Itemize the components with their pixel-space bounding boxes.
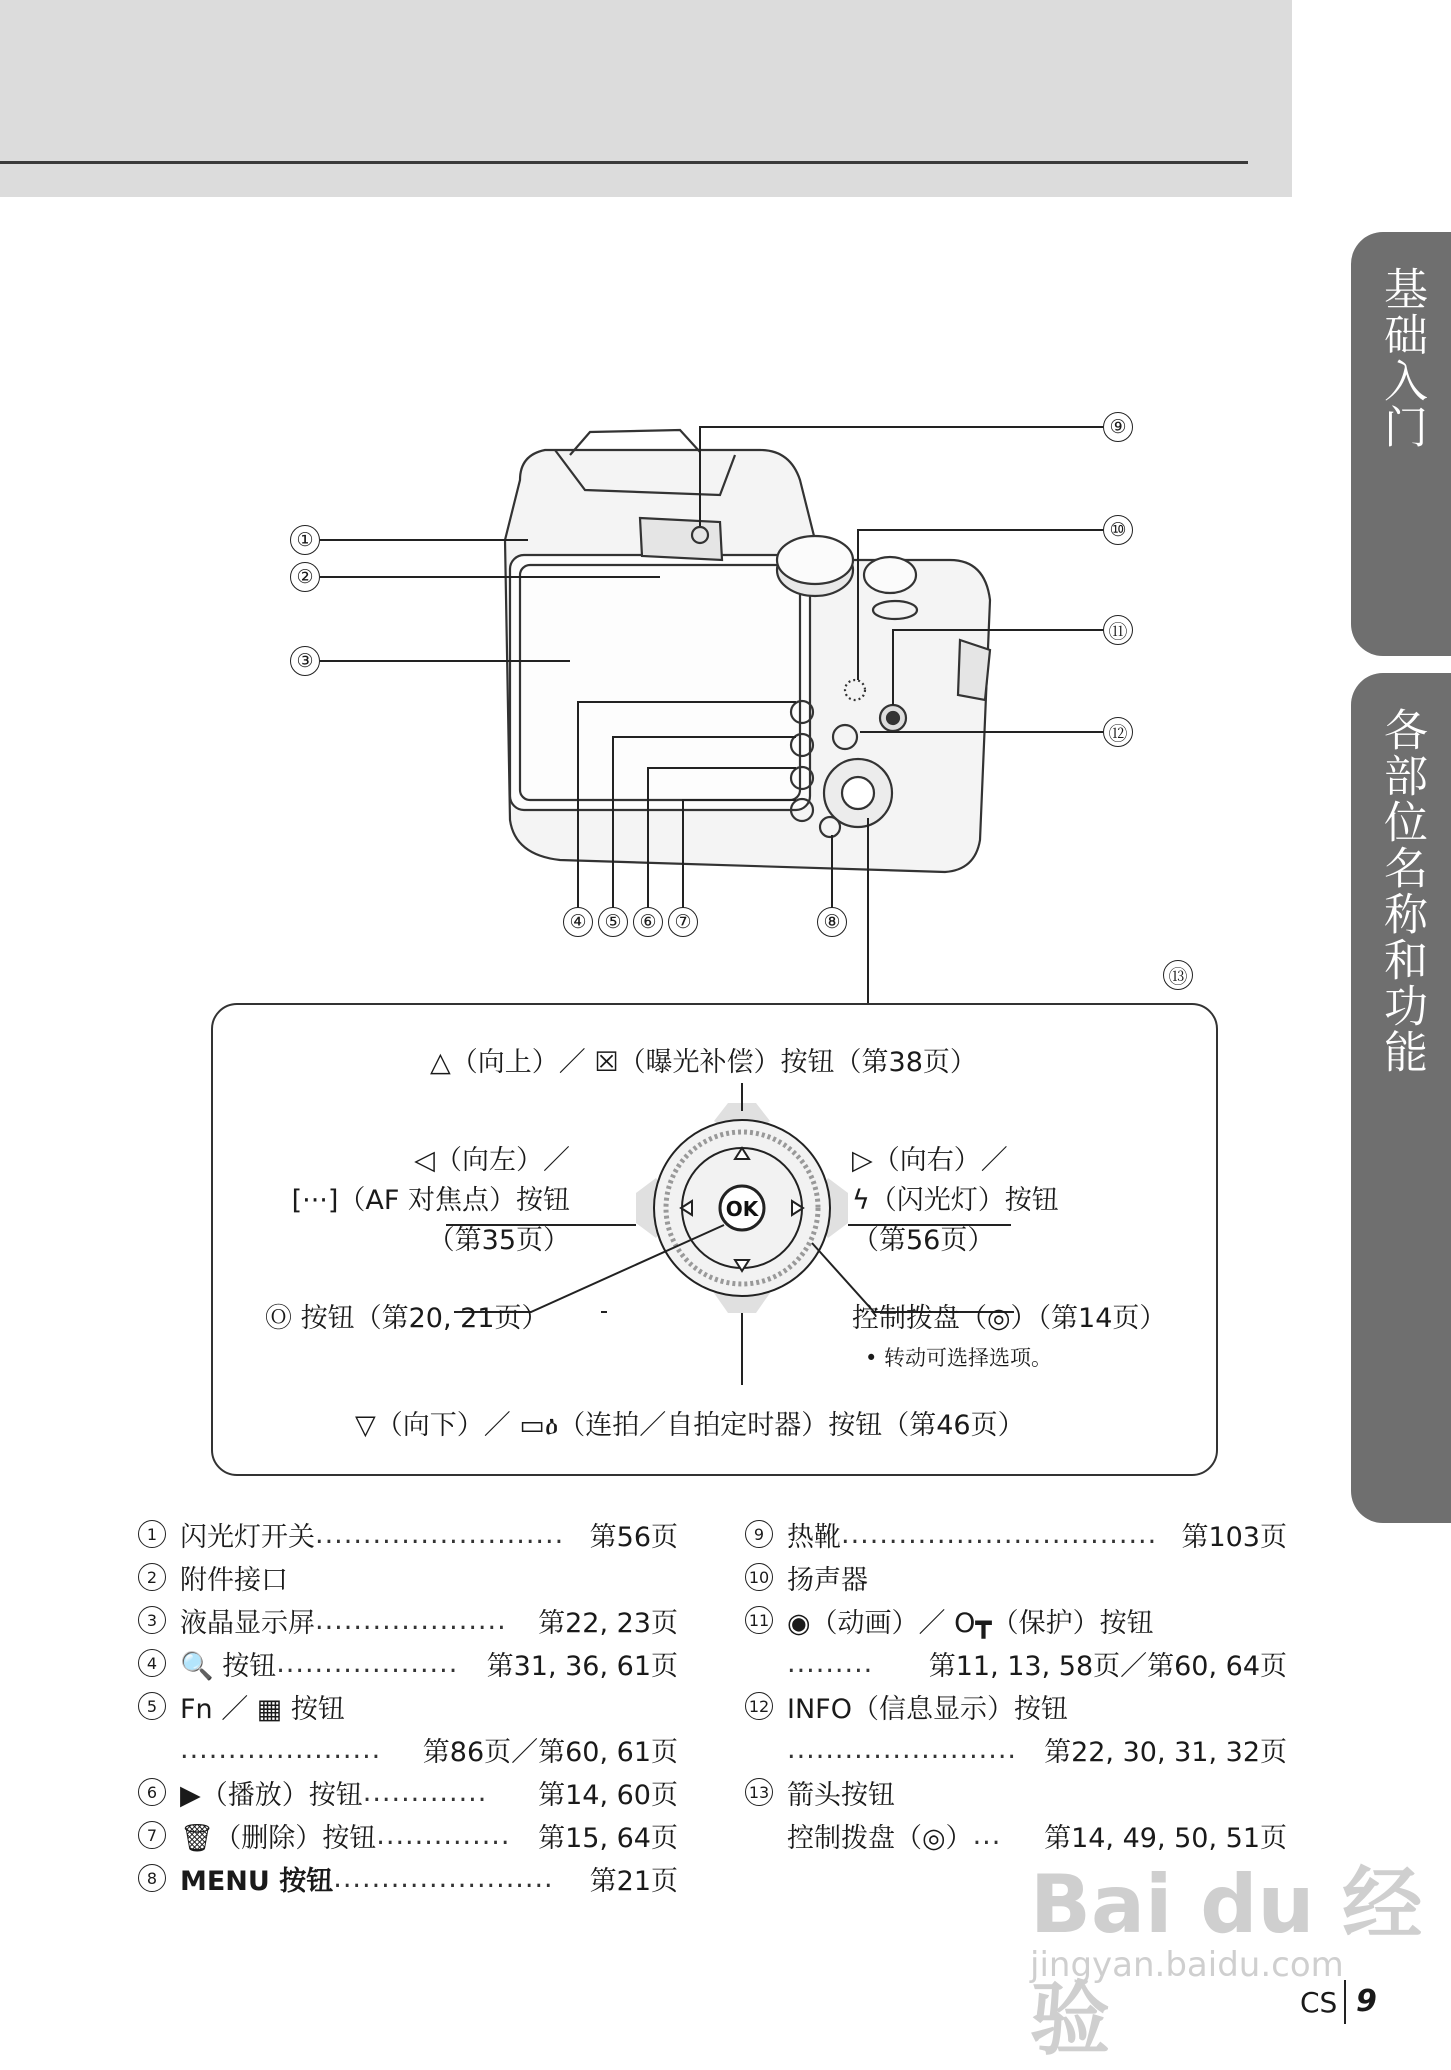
list-item <box>138 1687 678 1725</box>
callout-13: ⑬ <box>1163 960 1193 990</box>
list-item: 3 液晶显示屏 .................... 第22, 23页 <box>138 1601 678 1639</box>
item-number: 2 <box>138 1563 166 1591</box>
label-left-2: [···]（AF 对焦点）按钮 <box>291 1185 570 1216</box>
page-number: 9 <box>1356 1984 1377 2019</box>
footer-language: CS <box>1300 1986 1338 2019</box>
list-item: 4 🔍 按钮 ................... 第31, 36, 61页 <box>138 1644 678 1682</box>
list-item-continued: ..................... 第86页／第60, 61页 <box>138 1730 678 1768</box>
label-ok-button: Ⓞ 按钮（第20, 21页） <box>265 1303 549 1334</box>
item-number: 3 <box>138 1606 166 1634</box>
parts-list-left <box>138 1515 678 1915</box>
item-ref: 第11, 13, 58页／第60, 64页 <box>928 1650 1287 1682</box>
list-item: 8 MENU 按钮 ....................... 第21页 <box>138 1859 678 1897</box>
item-number: 11 <box>745 1606 773 1634</box>
list-item-continued: 控制拨盘（◎） ... 第14, 49, 50, 51页 <box>745 1816 1287 1854</box>
callout-5: ⑤ <box>598 907 628 937</box>
item-number: 1 <box>138 1520 166 1548</box>
item-label: 🗑（删除）按钮 <box>180 1822 377 1854</box>
item-ref: 第103页 <box>1181 1521 1287 1553</box>
item-label: INFO（信息显示）按钮 <box>787 1693 1068 1725</box>
callout-2: ② <box>290 562 320 592</box>
item-number: 10 <box>745 1563 773 1591</box>
item-number: 7 <box>138 1821 166 1849</box>
callout-9: ⑨ <box>1103 412 1133 442</box>
item-label: 附件接口 <box>180 1564 288 1596</box>
list-item: 6 ▶（播放）按钮 ............. 第14, 60页 <box>138 1773 678 1811</box>
list-item <box>138 1558 678 1596</box>
item-number: 9 <box>745 1520 773 1548</box>
list-item-continued: ......... 第11, 13, 58页／第60, 64页 <box>745 1644 1287 1682</box>
callout-4: ④ <box>563 907 593 937</box>
item-ref: 第15, 64页 <box>538 1822 678 1854</box>
item-number: 6 <box>138 1778 166 1806</box>
label-right-2: ϟ（闪光灯）按钮 <box>852 1185 1059 1216</box>
item-label: MENU 按钮 <box>180 1865 334 1897</box>
watermark-logo: Bai du 经验 <box>1030 1858 1423 2066</box>
item-label: ◉（动画）／ O┳（保护）按钮 <box>787 1607 1154 1639</box>
item-ref: 第14, 60页 <box>538 1779 678 1811</box>
item-label: 🔍 按钮 <box>180 1650 277 1682</box>
item-number: 13 <box>745 1778 773 1806</box>
item-label: 扬声器 <box>787 1564 868 1596</box>
item-number: 4 <box>138 1649 166 1677</box>
item-label: 箭头按钮 <box>787 1779 895 1811</box>
label-down-button: ▽（向下）／ ▭ዕ（连拍／自拍定时器）按钮（第46页） <box>355 1410 1025 1441</box>
callout-3: ③ <box>290 646 320 676</box>
callout-10: ⑩ <box>1103 515 1133 545</box>
label-left-1: ◁（向左）／ <box>414 1145 570 1176</box>
item-label: 热靴 <box>787 1521 841 1553</box>
item-ref: 第22, 30, 31, 32页 <box>1044 1736 1287 1768</box>
item-ref: 第21页 <box>589 1865 678 1897</box>
footer-separator <box>1344 1980 1346 2024</box>
side-tab-label: 基础入门 <box>1376 266 1427 450</box>
item-ref: 第86页／第60, 61页 <box>422 1736 678 1768</box>
label-dial-note: • 转动可选择选项。 <box>865 1346 1053 1370</box>
list-item <box>745 1687 1287 1725</box>
label-right-3: （第56页） <box>852 1225 995 1256</box>
list-item: 9 热靴 ................................. 第103页 <box>745 1515 1287 1553</box>
list-item: 1 闪光灯开关 .......................... 第56页 <box>138 1515 678 1553</box>
label-control-dial: 控制拨盘（◎）（第14页） <box>852 1303 1167 1334</box>
callout-8: ⑧ <box>817 907 847 937</box>
item-label: Fn ／ ▦ 按钮 <box>180 1693 345 1725</box>
label-right-1: ▷（向右）／ <box>852 1145 1008 1176</box>
list-item <box>745 1558 1287 1596</box>
item-label: ▶（播放）按钮 <box>180 1779 363 1811</box>
item-label: 闪光灯开关 <box>180 1521 315 1553</box>
callout-6: ⑥ <box>633 907 663 937</box>
item-number: 12 <box>745 1692 773 1720</box>
list-item-continued: ........................ 第22, 30, 31, 32页 <box>745 1730 1287 1768</box>
list-item: 7 🗑（删除）按钮 .............. 第15, 64页 <box>138 1816 678 1854</box>
watermark-url: jingyan.baidu.com <box>1030 1945 1344 1985</box>
label-up-button: △（向上）／ ☒（曝光补偿）按钮（第38页） <box>430 1047 977 1078</box>
label-left-3: （第35页） <box>427 1225 570 1256</box>
item-number: 8 <box>138 1864 166 1892</box>
item-ref: 第22, 23页 <box>538 1607 678 1639</box>
item-number: 5 <box>138 1692 166 1720</box>
list-item <box>745 1773 1287 1811</box>
item-ref: 第31, 36, 61页 <box>486 1650 678 1682</box>
item-label: 液晶显示屏 <box>180 1607 315 1639</box>
parts-list-right <box>745 1515 1287 1875</box>
callout-12: ⑫ <box>1103 717 1133 747</box>
callout-7: ⑦ <box>668 907 698 937</box>
ok-center-label: OK <box>725 1197 759 1221</box>
callout-1: ① <box>290 525 320 555</box>
list-item <box>745 1601 1287 1639</box>
side-tab-label: 各部位名称和功能 <box>1376 707 1427 1075</box>
item-ref: 第14, 49, 50, 51页 <box>1044 1822 1287 1854</box>
item-label: 控制拨盘（◎） <box>787 1822 973 1854</box>
callout-11: ⑪ <box>1103 615 1133 645</box>
item-ref: 第56页 <box>589 1521 678 1553</box>
